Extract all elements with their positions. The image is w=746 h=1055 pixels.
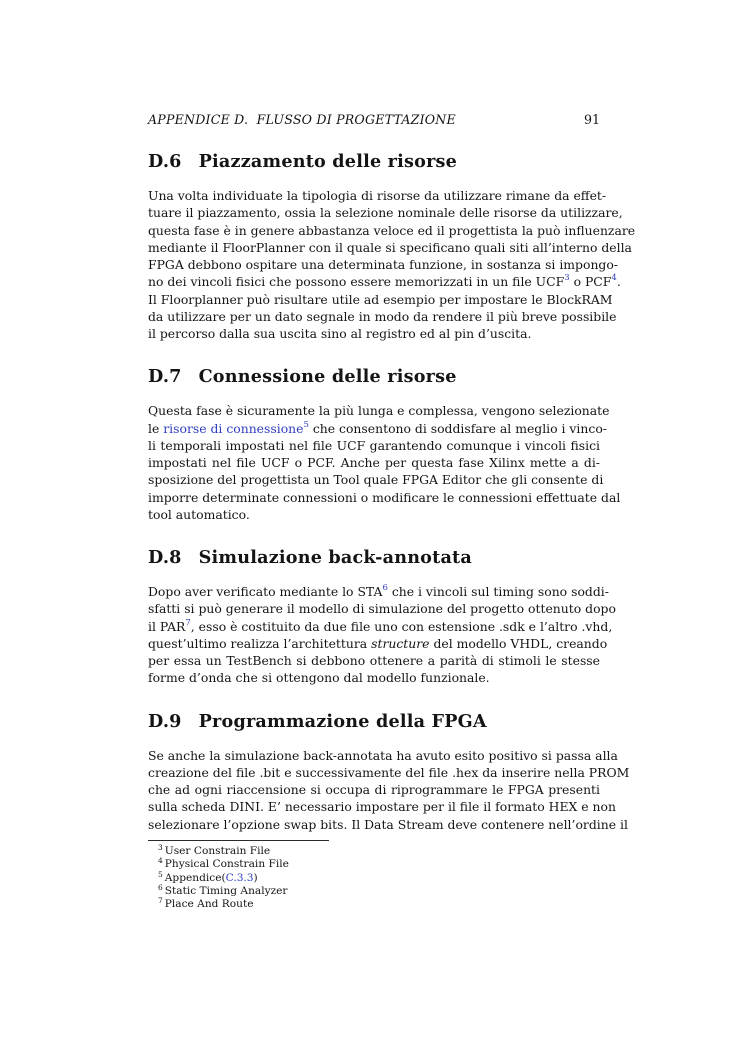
text-run: tool automatico. bbox=[148, 506, 250, 522]
text-run: Una volta individuate la tipologia di risorse da utilizzare rimane da effet- bbox=[148, 188, 607, 203]
text-run: forme d’onda che si ottengono dal modello funzionale. bbox=[148, 670, 490, 686]
paragraph-line bbox=[148, 402, 610, 419]
text-run: selezionare l’opzione swap bits. Il Data Stream deve contenere nell’ordine il bbox=[148, 816, 628, 832]
text-run: o PCF bbox=[569, 274, 612, 290]
text-run: per essa un TestBench si debbono ottenere a parità di stimoli le stesse bbox=[148, 653, 600, 668]
text-run: che ad ogni riaccensione si occupa di riprogrammare le FPGA presenti bbox=[148, 782, 600, 797]
footnote-ref[interactable]: 4 bbox=[611, 273, 617, 284]
footnote-ref[interactable]: 3 bbox=[564, 273, 570, 284]
section-paragraph bbox=[148, 187, 636, 342]
paragraph-line bbox=[148, 506, 600, 523]
footnote-mark: 6 bbox=[158, 882, 163, 892]
footnote-ref[interactable]: 5 bbox=[303, 419, 309, 430]
text-run: Dopo aver verificato mediante lo STA bbox=[148, 584, 383, 599]
section-number: D.9 bbox=[148, 710, 182, 732]
paragraph-line bbox=[148, 635, 608, 652]
text-run: impostati nel file UCF o PCF. Anche per questa fase Xilinx mette a di- bbox=[148, 455, 600, 470]
section-title: Connessione delle risorse bbox=[198, 366, 457, 388]
text-run: che consentono di soddisfare al meglio i vinco- bbox=[308, 420, 607, 436]
inline-link[interactable]: C.3.3 bbox=[225, 871, 254, 884]
paragraph-line bbox=[148, 239, 632, 256]
paragraph-line bbox=[148, 419, 607, 437]
text-run: no dei vincoli fisici che possono essere memorizzati in un file UCF bbox=[148, 274, 565, 290]
section-title: Simulazione back-annotata bbox=[198, 547, 472, 568]
footnote-list bbox=[148, 842, 600, 912]
footnote-item bbox=[148, 898, 600, 911]
text-run: tuare il piazzamento, ossia la selezione nominale delle risorse da utilizzare, bbox=[148, 205, 623, 221]
page-number: 91 bbox=[583, 112, 600, 127]
section-heading-d-7 bbox=[148, 366, 600, 388]
text-run: Static Timing Analyzer bbox=[164, 884, 288, 897]
text-run: questa fase è in genere abbastanza veloce ed il progettista la può influenzare bbox=[148, 222, 636, 238]
text-run: Il Floorplanner può risultare utile ad esempio per impostare le BlockRAM bbox=[148, 291, 613, 307]
paragraph-line bbox=[148, 273, 621, 290]
running-title: APPENDICE D. FLUSSO DI PROGETTAZIONE bbox=[148, 112, 456, 127]
paragraph-line bbox=[148, 256, 618, 273]
paragraph-line bbox=[148, 454, 600, 471]
text-run: sfatti si può generare il modello di simulazione del progetto ottenuto dopo bbox=[148, 601, 616, 617]
paragraph-line bbox=[148, 471, 604, 488]
section-heading-d-8 bbox=[148, 547, 600, 569]
paragraph-line bbox=[148, 747, 618, 764]
text-run: sposizione del progettista un Tool quale FPGA Editor che gli consente di bbox=[148, 472, 604, 488]
footnote-rule bbox=[148, 840, 329, 841]
paragraph-line bbox=[148, 652, 600, 669]
text-run: Appendice( bbox=[164, 871, 226, 884]
paragraph-line bbox=[148, 583, 609, 600]
footnote-item bbox=[148, 882, 600, 898]
text-run: Questa fase è sicuramente la più lunga e complessa, vengono selezionate bbox=[148, 403, 610, 419]
page-header bbox=[148, 112, 600, 127]
text-run: imporre determinate connessioni o modificare le connessioni effettuate dal bbox=[148, 489, 621, 505]
section-heading-d-6 bbox=[148, 151, 600, 173]
paragraph-line bbox=[148, 798, 616, 815]
footnote-mark: 4 bbox=[158, 856, 163, 866]
paragraph-line bbox=[148, 222, 636, 239]
inline-link[interactable]: risorse di connessione bbox=[163, 420, 304, 436]
paragraph-line bbox=[148, 617, 613, 635]
footnote-mark: 5 bbox=[158, 869, 163, 879]
document-body bbox=[148, 151, 636, 833]
paragraph-line bbox=[148, 669, 600, 686]
section-number: D.7 bbox=[148, 366, 182, 388]
paragraph-line bbox=[148, 308, 617, 325]
paragraph-line bbox=[148, 489, 621, 506]
text-run: li temporali impostati nel file UCF garantendo comunque i vincoli fisici bbox=[148, 437, 600, 453]
footnote-item bbox=[148, 858, 600, 871]
footnote-item bbox=[148, 842, 600, 858]
section-title: Piazzamento delle risorse bbox=[198, 151, 458, 172]
text-run: mediante il FloorPlanner con il quale si specificano quali siti all’interno della bbox=[148, 239, 632, 255]
paragraph-line bbox=[148, 204, 623, 221]
text-run: ) bbox=[253, 871, 258, 884]
section-number: D.8 bbox=[148, 547, 182, 568]
paragraph-line bbox=[148, 187, 607, 204]
footnote-ref[interactable]: 6 bbox=[382, 583, 388, 593]
text-run: FPGA debbono ospitare una determinata funzione, in sostanza si impongo- bbox=[148, 257, 618, 272]
paragraph-line bbox=[148, 781, 600, 798]
text-run: quest’ultimo realizza l’architettura bbox=[148, 635, 372, 651]
text-run: da utilizzare per un dato segnale in modo da rendere il più breve possibile bbox=[148, 308, 617, 324]
text-run: del modello VHDL, creando bbox=[429, 635, 608, 651]
footnote-mark: 3 bbox=[158, 842, 163, 852]
text-run: . bbox=[616, 274, 621, 290]
section-heading-d-9 bbox=[148, 711, 600, 733]
text-run: le bbox=[148, 420, 164, 436]
paragraph-line bbox=[148, 291, 613, 308]
footnote-ref[interactable]: 7 bbox=[185, 617, 191, 628]
paragraph-line bbox=[148, 764, 630, 781]
text-run: creazione del file .bit e successivamente del file .hex da inserire nella PROM bbox=[148, 764, 630, 780]
text-run: , esso è costituito da due file uno con estensione .sdk e l’altro .vhd, bbox=[190, 618, 613, 634]
text-run: il PAR bbox=[148, 618, 186, 634]
paragraph-line bbox=[148, 816, 628, 833]
text-run: Se anche la simulazione back-annotata ha avuto esito positivo si passa alla bbox=[148, 747, 618, 763]
section-paragraph bbox=[148, 402, 621, 523]
text-run: Place And Route bbox=[164, 898, 254, 911]
italic-text-run: structure bbox=[371, 635, 430, 651]
paragraph-line bbox=[148, 437, 600, 454]
text-run: il percorso dalla sua uscita sino al registro ed al pin d’uscita. bbox=[148, 326, 532, 341]
text-run: Physical Constrain File bbox=[164, 858, 289, 871]
footnote-item bbox=[148, 869, 600, 885]
footnote-mark: 7 bbox=[158, 896, 163, 906]
paragraph-line bbox=[148, 325, 600, 342]
section-paragraph bbox=[148, 747, 630, 833]
footnotes-block bbox=[148, 840, 600, 912]
section-number: D.6 bbox=[148, 151, 182, 172]
text-run: sulla scheda DINI. E’ necessario impostare per il file il formato HEX e non bbox=[148, 799, 616, 815]
section-title: Programmazione della FPGA bbox=[198, 710, 487, 732]
text-run: che i vincoli sul timing sono soddi- bbox=[387, 584, 609, 599]
paragraph-line bbox=[148, 600, 616, 617]
text-column bbox=[148, 112, 636, 912]
text-run: User Constrain File bbox=[164, 844, 271, 857]
section-paragraph bbox=[148, 583, 616, 687]
